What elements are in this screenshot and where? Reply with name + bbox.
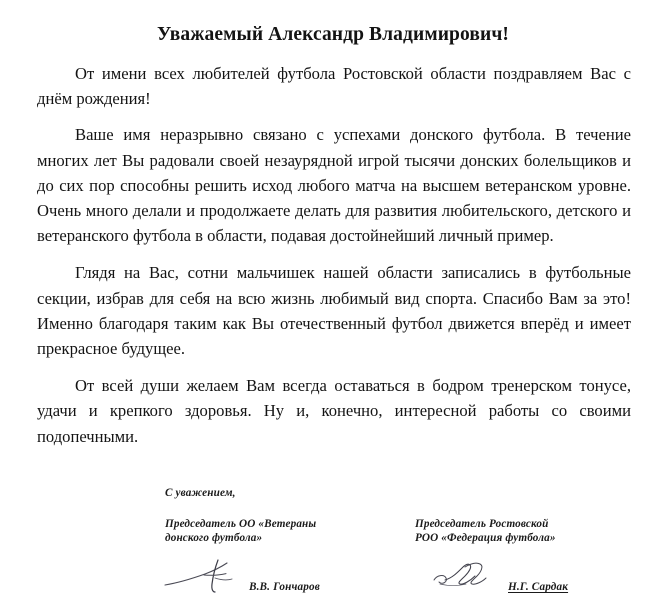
signatory-role-line: донского футбола»	[165, 531, 263, 544]
letter-body	[37, 61, 631, 449]
page-title: Уважаемый Александр Владимирович!	[156, 24, 510, 45]
signatory-role-line: Председатель Ростовской	[415, 518, 549, 530]
signatory-role-line: РОО «Федерация футбола»	[415, 531, 556, 544]
signatory-left	[165, 518, 395, 545]
signatory-role-line: Председатель ОО «Ветераны	[165, 518, 317, 530]
letter-paragraph: Глядя на Вас, сотни мальчишек нашей области записались в футбольные секции, избрав для себя на всю жизнь любимый вид спорта. Спасибо Вам за это! Именно благодаря таким как Вы отечественный футбол движется вперёд и имеет прекрасное будущее.	[37, 263, 631, 359]
letter-paragraph: Ваше имя неразрывно связано с успехами донского футбола. В течение многих лет Вы радовали своей незаурядной игрой тысячи донских болельщиков и до сих пор способны решить исход любого матча на высшем ветеранском уровне. Очень много делали и продолжаете делать для развития любительского, детского и ветеранского футбола в области, подавая достойнейший личный пример.	[37, 125, 631, 246]
letter-paragraph: От всей души желаем Вам всегда оставаться в бодром тренерском тонусе, удачи и крепкого здоровья. Ну и, конечно, интересной работы со своими подопечными.	[37, 376, 631, 446]
closing-salutation: С уважением,	[165, 487, 236, 499]
letter-paragraph: От имени всех любителей футбола Ростовской области поздравляем Вас с днём рождения!	[37, 64, 631, 109]
signatory-name: Н.Г. Сардак	[508, 581, 569, 593]
signatory-name: В.В. Гончаров	[249, 581, 320, 593]
signature-block	[0, 487, 666, 615]
signatory-right	[415, 518, 655, 545]
